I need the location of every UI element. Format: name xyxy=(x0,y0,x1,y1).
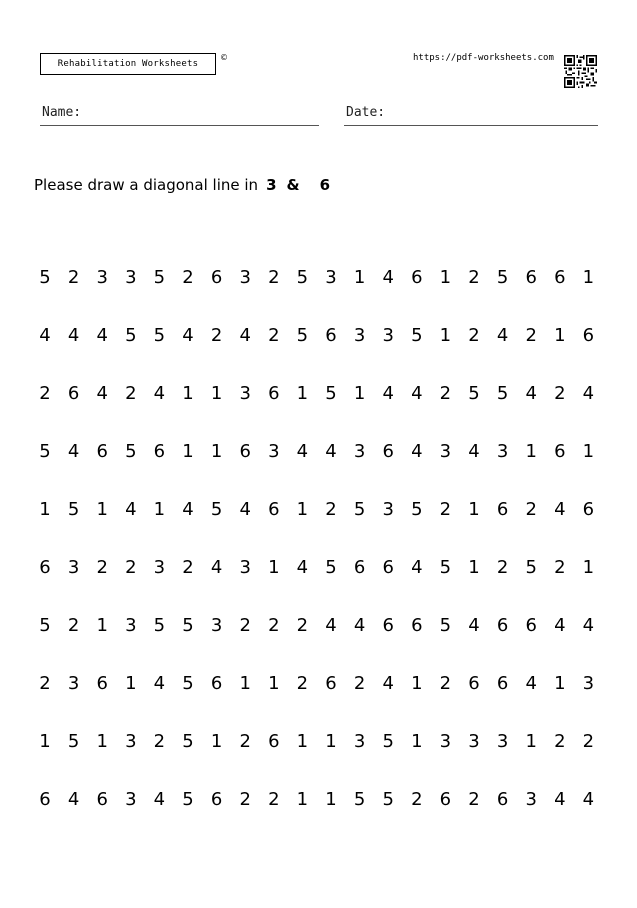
grid-digit[interactable]: 2 xyxy=(268,325,280,346)
grid-digit[interactable]: 6 xyxy=(210,267,223,288)
grid-digit[interactable]: 4 xyxy=(382,267,394,288)
grid-digit[interactable]: 4 xyxy=(296,557,309,578)
grid-digit[interactable]: 3 xyxy=(439,441,452,462)
grid-digit[interactable]: 5 xyxy=(468,383,480,404)
grid-digit[interactable]: 4 xyxy=(153,383,166,404)
grid-digit[interactable]: 6 xyxy=(325,325,337,346)
grid-digit[interactable]: 3 xyxy=(125,615,137,636)
grid-digit[interactable]: 1 xyxy=(296,499,309,520)
grid-digit[interactable]: 2 xyxy=(96,557,108,578)
grid-digit[interactable]: 6 xyxy=(496,789,509,810)
grid-digit[interactable]: 5 xyxy=(67,731,80,752)
grid-digit[interactable]: 1 xyxy=(411,731,423,752)
grid-digit[interactable]: 2 xyxy=(268,615,280,636)
grid-digit[interactable]: 2 xyxy=(39,673,51,694)
grid-digit[interactable]: 2 xyxy=(153,731,166,752)
grid-digit[interactable]: 2 xyxy=(268,789,280,810)
grid-digit[interactable]: 2 xyxy=(554,383,566,404)
grid-digit[interactable]: 5 xyxy=(296,267,309,288)
grid-digit[interactable]: 1 xyxy=(353,383,366,404)
grid-digit[interactable]: 1 xyxy=(39,731,51,752)
grid-digit[interactable]: 1 xyxy=(182,441,194,462)
grid-digit[interactable]: 4 xyxy=(67,789,80,810)
grid-digit[interactable]: 1 xyxy=(296,383,309,404)
grid-digit[interactable]: 5 xyxy=(182,673,194,694)
grid-digit[interactable]: 3 xyxy=(382,499,394,520)
grid-digit[interactable]: 2 xyxy=(239,731,251,752)
grid-digit[interactable]: 1 xyxy=(325,731,337,752)
grid-digit[interactable]: 5 xyxy=(439,557,452,578)
grid-digit[interactable]: 3 xyxy=(353,441,366,462)
date-label: Date: xyxy=(346,105,386,120)
grid-digit[interactable]: 4 xyxy=(67,325,80,346)
grid-digit[interactable]: 4 xyxy=(296,441,309,462)
grid-digit[interactable]: 2 xyxy=(125,383,137,404)
grid-digit[interactable]: 1 xyxy=(439,267,452,288)
grid-digit[interactable]: 3 xyxy=(153,557,166,578)
grid-digit[interactable]: 1 xyxy=(411,673,423,694)
grid-digit[interactable]: 3 xyxy=(268,441,280,462)
grid-digit[interactable]: 3 xyxy=(353,325,366,346)
grid-digit[interactable]: 4 xyxy=(582,383,595,404)
grid-digit[interactable]: 2 xyxy=(353,673,366,694)
grid-digit[interactable]: 2 xyxy=(496,557,509,578)
grid-digit[interactable]: 1 xyxy=(439,325,452,346)
grid-digit[interactable]: 3 xyxy=(496,731,509,752)
grid-digit[interactable]: 6 xyxy=(382,441,394,462)
grid-digit[interactable]: 4 xyxy=(239,325,251,346)
grid-digit[interactable]: 2 xyxy=(296,673,309,694)
grid-digit[interactable]: 2 xyxy=(268,267,280,288)
grid-digit[interactable]: 4 xyxy=(210,557,223,578)
target-number-1: 3 xyxy=(266,176,277,194)
grid-digit[interactable]: 5 xyxy=(153,267,166,288)
grid-digit[interactable]: 6 xyxy=(239,441,251,462)
grid-digit[interactable]: 4 xyxy=(554,789,566,810)
grid-digit[interactable]: 4 xyxy=(382,673,394,694)
grid-digit[interactable]: 5 xyxy=(325,557,337,578)
grid-digit[interactable]: 4 xyxy=(353,615,366,636)
grid-digit[interactable]: 1 xyxy=(582,267,595,288)
grid-digit[interactable]: 6 xyxy=(582,325,595,346)
grid-digit[interactable]: 5 xyxy=(296,325,309,346)
grid-digit[interactable]: 6 xyxy=(554,267,566,288)
grid-digit[interactable]: 2 xyxy=(411,789,423,810)
grid-digit[interactable]: 5 xyxy=(39,615,51,636)
grid-digit[interactable]: 4 xyxy=(182,499,194,520)
grid-digit[interactable]: 1 xyxy=(210,731,223,752)
grid-digit[interactable]: 3 xyxy=(353,731,366,752)
grid-digit[interactable]: 1 xyxy=(39,499,51,520)
grid-digit[interactable]: 2 xyxy=(325,499,337,520)
grid-digit[interactable]: 2 xyxy=(439,383,452,404)
grid-digit[interactable]: 4 xyxy=(182,325,194,346)
grid-digit[interactable]: 6 xyxy=(96,789,108,810)
grid-digit[interactable]: 1 xyxy=(296,731,309,752)
grid-digit[interactable]: 6 xyxy=(153,441,166,462)
grid-digit[interactable]: 5 xyxy=(353,499,366,520)
grid-digit[interactable]: 3 xyxy=(67,673,80,694)
grid-digit[interactable]: 2 xyxy=(67,615,80,636)
grid-digit[interactable]: 2 xyxy=(439,499,452,520)
grid-digit[interactable]: 6 xyxy=(382,615,394,636)
grid-digit[interactable]: 6 xyxy=(582,499,595,520)
grid-digit[interactable]: 4 xyxy=(582,789,595,810)
grid-digit[interactable]: 3 xyxy=(525,789,537,810)
grid-digit[interactable]: 2 xyxy=(182,557,194,578)
grid-digit[interactable]: 5 xyxy=(182,731,194,752)
grid-digit[interactable]: 1 xyxy=(582,557,595,578)
grid-digit[interactable]: 4 xyxy=(325,441,337,462)
grid-digit[interactable]: 2 xyxy=(439,673,452,694)
grid-digit[interactable]: 1 xyxy=(268,673,280,694)
grid-digit[interactable]: 2 xyxy=(525,499,537,520)
grid-digit[interactable]: 2 xyxy=(554,557,566,578)
grid-digit[interactable]: 1 xyxy=(153,499,166,520)
grid-digit[interactable]: 1 xyxy=(210,383,223,404)
grid-digit[interactable]: 3 xyxy=(239,383,251,404)
name-label: Name: xyxy=(42,105,82,120)
grid-digit[interactable]: 6 xyxy=(439,789,452,810)
grid-digit[interactable]: 1 xyxy=(468,557,480,578)
grid-digit[interactable]: 4 xyxy=(96,383,108,404)
grid-digit[interactable]: 4 xyxy=(468,615,480,636)
grid-digit[interactable]: 3 xyxy=(325,267,337,288)
grid-digit[interactable]: 3 xyxy=(125,789,137,810)
grid-digit[interactable]: 4 xyxy=(468,441,480,462)
grid-digit[interactable]: 1 xyxy=(468,499,480,520)
grid-digit[interactable]: 5 xyxy=(67,499,80,520)
grid-digit[interactable]: 4 xyxy=(496,325,509,346)
grid-digit[interactable]: 1 xyxy=(525,441,537,462)
grid-digit[interactable]: 4 xyxy=(525,673,537,694)
grid-digit[interactable]: 5 xyxy=(353,789,366,810)
grid-digit[interactable]: 4 xyxy=(525,383,537,404)
grid-digit[interactable]: 5 xyxy=(125,325,137,346)
grid-digit[interactable]: 3 xyxy=(439,731,452,752)
grid-digit[interactable]: 4 xyxy=(411,557,423,578)
grid-digit[interactable]: 1 xyxy=(525,731,537,752)
grid-digit[interactable]: 2 xyxy=(39,383,51,404)
target-number-2: 6 xyxy=(319,176,331,194)
grid-digit[interactable]: 6 xyxy=(210,789,223,810)
grid-digit[interactable]: 5 xyxy=(39,441,51,462)
grid-digit[interactable]: 4 xyxy=(96,325,108,346)
grid-digit[interactable]: 2 xyxy=(239,789,251,810)
grid-digit[interactable]: 4 xyxy=(382,383,394,404)
grid-digit[interactable]: 6 xyxy=(96,441,108,462)
grid-digit[interactable]: 4 xyxy=(554,499,566,520)
grid-digit[interactable]: 5 xyxy=(411,499,423,520)
grid-digit[interactable]: 1 xyxy=(296,789,309,810)
grid-digit[interactable]: 1 xyxy=(239,673,251,694)
grid-digit[interactable]: 3 xyxy=(239,557,251,578)
grid-digit[interactable]: 5 xyxy=(182,789,194,810)
grid-digit[interactable]: 1 xyxy=(582,441,595,462)
grid-digit[interactable]: 6 xyxy=(496,499,509,520)
grid-digit[interactable]: 5 xyxy=(39,267,51,288)
grid-digit[interactable]: 6 xyxy=(325,673,337,694)
grid-digit[interactable]: 1 xyxy=(353,267,366,288)
grid-digit[interactable]: 5 xyxy=(382,731,394,752)
grid-digit[interactable]: 4 xyxy=(582,615,595,636)
grid-digit[interactable]: 6 xyxy=(468,673,480,694)
grid-digit[interactable]: 6 xyxy=(525,267,537,288)
grid-digit[interactable]: 5 xyxy=(325,383,337,404)
grid-digit[interactable]: 5 xyxy=(439,615,452,636)
grid-digit[interactable]: 6 xyxy=(268,731,280,752)
grid-digit[interactable]: 2 xyxy=(182,267,194,288)
grid-digit[interactable]: 3 xyxy=(468,731,480,752)
grid-digit[interactable]: 4 xyxy=(153,789,166,810)
grid-digit[interactable]: 2 xyxy=(67,267,80,288)
grid-digit[interactable]: 6 xyxy=(554,441,566,462)
grid-digit[interactable]: 5 xyxy=(525,557,537,578)
grid-digit[interactable]: 5 xyxy=(496,267,509,288)
grid-digit[interactable]: 6 xyxy=(496,673,509,694)
website-url[interactable]: https://pdf-worksheets.com xyxy=(413,53,554,63)
ampersand: & xyxy=(286,176,300,194)
grid-digit[interactable]: 6 xyxy=(268,383,280,404)
grid-digit[interactable]: 6 xyxy=(496,615,509,636)
grid-digit[interactable]: 3 xyxy=(382,325,394,346)
grid-digit[interactable]: 2 xyxy=(239,615,251,636)
grid-digit[interactable]: 2 xyxy=(468,325,480,346)
copyright-mark: © xyxy=(220,53,228,62)
grid-digit[interactable]: 4 xyxy=(411,441,423,462)
grid-digit[interactable]: 4 xyxy=(39,325,51,346)
grid-digit[interactable]: 3 xyxy=(210,615,223,636)
grid-digit[interactable]: 6 xyxy=(39,557,51,578)
instruction-text: Please draw a diagonal line in xyxy=(34,176,259,194)
grid-digit[interactable]: 5 xyxy=(153,615,166,636)
grid-digit[interactable]: 2 xyxy=(554,731,566,752)
grid-digit[interactable]: 1 xyxy=(554,325,566,346)
grid-digit[interactable]: 5 xyxy=(382,789,394,810)
grid-digit[interactable]: 1 xyxy=(268,557,280,578)
grid-digit[interactable]: 6 xyxy=(210,673,223,694)
grid-digit[interactable]: 1 xyxy=(96,731,108,752)
grid-digit[interactable]: 1 xyxy=(182,383,194,404)
grid-digit[interactable]: 6 xyxy=(268,499,280,520)
grid-digit[interactable]: 2 xyxy=(125,557,137,578)
grid-digit[interactable]: 5 xyxy=(182,615,194,636)
grid-digit[interactable]: 3 xyxy=(67,557,80,578)
grid-digit[interactable]: 6 xyxy=(411,615,423,636)
grid-digit[interactable]: 4 xyxy=(554,615,566,636)
grid-digit[interactable]: 2 xyxy=(582,731,595,752)
grid-digit[interactable]: 4 xyxy=(239,499,251,520)
grid-digit[interactable]: 5 xyxy=(153,325,166,346)
grid-digit[interactable]: 1 xyxy=(210,441,223,462)
grid-digit[interactable]: 1 xyxy=(96,499,108,520)
grid-digit[interactable]: 6 xyxy=(67,383,80,404)
grid-digit[interactable]: 2 xyxy=(468,267,480,288)
grid-digit[interactable]: 4 xyxy=(153,673,166,694)
grid-digit[interactable]: 1 xyxy=(325,789,337,810)
grid-digit[interactable]: 2 xyxy=(210,325,223,346)
grid-digit[interactable]: 6 xyxy=(39,789,51,810)
grid-digit[interactable]: 5 xyxy=(496,383,509,404)
grid-digit[interactable]: 5 xyxy=(411,325,423,346)
grid-digit[interactable]: 4 xyxy=(67,441,80,462)
grid-digit[interactable]: 6 xyxy=(96,673,108,694)
grid-digit[interactable]: 5 xyxy=(210,499,223,520)
worksheet-title-box: Rehabilitation Worksheets xyxy=(40,53,216,75)
grid-digit[interactable]: 3 xyxy=(96,267,108,288)
grid-digit[interactable]: 3 xyxy=(125,267,137,288)
grid-digit[interactable]: 4 xyxy=(125,499,137,520)
grid-digit[interactable]: 1 xyxy=(96,615,108,636)
grid-digit[interactable]: 3 xyxy=(125,731,137,752)
grid-digit[interactable]: 2 xyxy=(468,789,480,810)
grid-digit[interactable]: 6 xyxy=(411,267,423,288)
grid-digit[interactable]: 6 xyxy=(382,557,394,578)
grid-digit[interactable]: 4 xyxy=(411,383,423,404)
grid-digit[interactable]: 3 xyxy=(582,673,595,694)
grid-digit[interactable]: 6 xyxy=(525,615,537,636)
grid-digit[interactable]: 2 xyxy=(525,325,537,346)
grid-digit[interactable]: 3 xyxy=(239,267,251,288)
grid-digit[interactable]: 4 xyxy=(325,615,337,636)
grid-digit[interactable]: 1 xyxy=(125,673,137,694)
grid-digit[interactable]: 6 xyxy=(353,557,366,578)
grid-digit[interactable]: 5 xyxy=(125,441,137,462)
grid-digit[interactable]: 1 xyxy=(554,673,566,694)
grid-digit[interactable]: 3 xyxy=(496,441,509,462)
grid-digit[interactable]: 2 xyxy=(296,615,309,636)
